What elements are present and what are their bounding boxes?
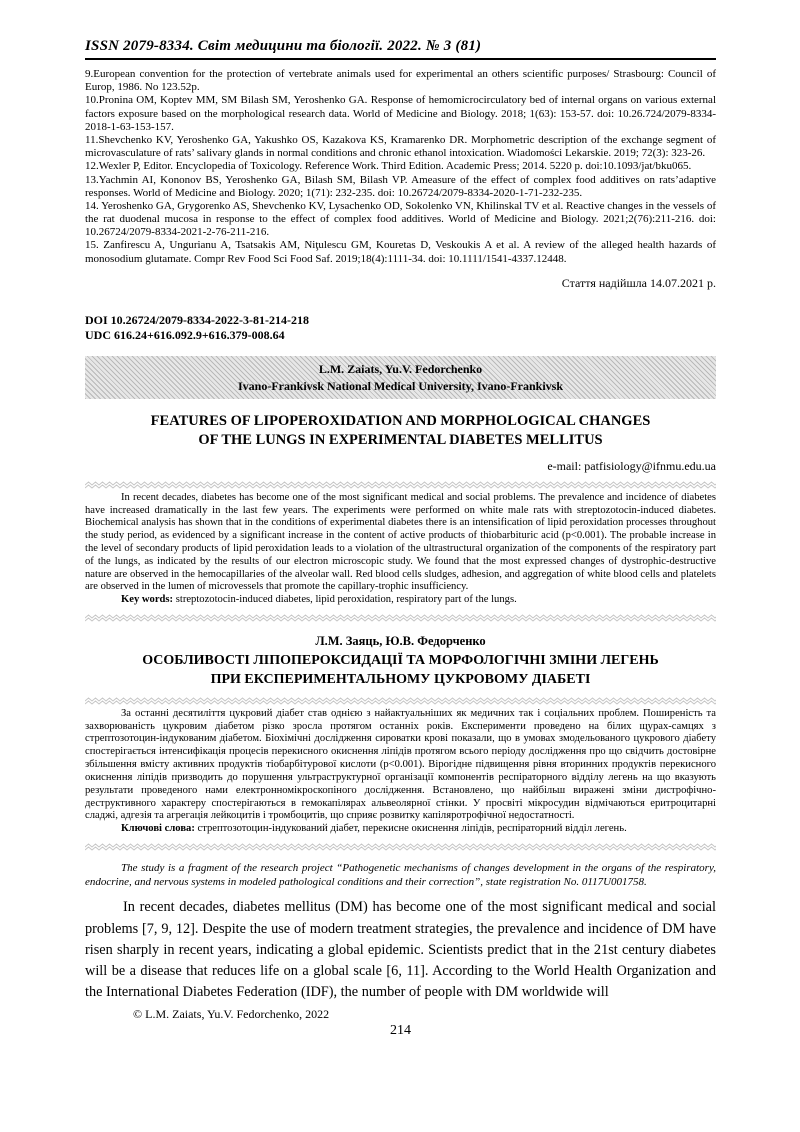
article-title-uk [85, 652, 716, 690]
zigzag-divider-graphic [85, 481, 716, 489]
contact-email: e-mail: patfisiology@ifnmu.edu.ua [547, 458, 716, 473]
authors-en: L.M. Zaiats, Yu.V. Fedorchenko [318, 362, 483, 376]
reference-item: 13.Yachmin AI, Kononov BS, Yeroshenko GA, Bilash SM, Bilash VP. Ameasure of the effect of complex food additives on rats’adaptive responses. World of Medicine and Biology. 2020; 1(71): 232-235. doi: 10.26724/2079-8334-2020-1-71-232-235. [85, 173, 716, 199]
authors-box [85, 356, 716, 399]
section-divider [85, 697, 716, 705]
content-column [85, 0, 716, 1039]
reference-item: 9.European convention for the protection of vertebrate animals used for experimental an others scientific purposes/ Strasbourg: Council of Europ, 1986. No 123.52p. [85, 68, 716, 94]
zigzag-divider-graphic [85, 697, 716, 705]
section-divider [85, 843, 716, 851]
article-title-en [85, 412, 716, 451]
abstract-uk-text: За останні десятиліття цукровий діабет став однією з найактуальніших як медичних так і соціальних проблем. Поширеність та захворюваність цукровим діабетом різко зросла протягом останніх років. Експерименти проведено на білих щурах-самцях з стрептозотоцин-індукованим діабетом. Біохімічні дослідження сироватки крові показали, що в умовах змодельованого цукрового діабету спостерігається інтенсифікація процесів перекисного окиснення ліпідів протягом всього періоду дослідження про що свідчить достовірне збільшення вмісту активних продуктів тіобарбітурової кислоти (р<0.001). Вірогідне підвищення рівня вторинних продуктів перекисного окиснення ліпідів призводить до порушення ультраструктурної організації компонентів респіраторного відділу легень на що вказують результати проведеного нами електронномікроскопіного дослідження. Встановлено, що найбільш виражені зміни дистрофічно-деструктивного характеру спостерігаються в гемокапілярах альвеолярної стінки. У просвіті мікросудин відмічаються еритроцитарні сладжі, адгезія та агрегація лейкоцитів і тромбоцитів, що сприяє розвитку капіляротрофічної недостатності. [85, 707, 716, 822]
research-note [85, 862, 716, 890]
body-paragraph: In recent decades, diabetes mellitus (DM) has become one of the most significant medical and social problems [7, 9, 12]. Despite the use of modern treatment strategies, the prevalence and incidence of DM have risen sharply in recent years, indicating a global epidemic. Scientists predict that in the 21st century diabetes will be a disease that reduces life on a global scale [6, 11]. According to the World Health Organization and the International Diabetes Federation (IDF), the number of people with DM worldwide will [85, 899, 716, 1001]
keywords-en-label: Key words: [121, 594, 174, 606]
keywords-uk-text: стрептозотоцин-індукований діабет, перекисне окиснення ліпідів, респіраторний відділ легень. [197, 823, 627, 835]
journal-header: ISSN 2079-8334. Світ медицини та біології. 2022. № 3 (81) [85, 38, 716, 60]
abstract-en-text: In recent decades, diabetes has become one of the most significant medical and social problems. The prevalence and incidence of diabetes have increased dramatically in the last few years. The experiments were performed on white male rats with streptozotocin-induced diabetes. Biochemical analysis has shown that in the conditions of experimental diabetes there is an intensification of lipid peroxidation processes throughout the study period, as evidenced by a significant increase in the content of active products of thiobarbituric acid (p<0.001). The probable increase in the level of secondary products of lipid peroxidation leads to a violation of the ultrastructural organization of the components of the respiratory part of the lungs, as indicated by the results of our electron microscopic study. We found that the most expressed changes of dystrophic-destructive nature are observed in the hemocapillaries of the alveolar wall. Red blood cells sludges, adhesion, and aggregation of white blood cells and platelets are observed in the lumen of microvessels that promote the capillary-trophic insufficiency. [85, 491, 716, 593]
authors-uk: Л.М. Заяць, Ю.В. Федорченко [315, 634, 486, 649]
article-title-uk-line1: ОСОБЛИВОСТІ ЛІПОПЕРОКСИДАЦІЇ ТА МОРФОЛОГІЧНІ ЗМІНИ ЛЕГЕНЬ [142, 653, 659, 669]
article-title-en-line1: FEATURES OF LIPOPEROXIDATION AND MORPHOLOGICAL CHANGES [150, 412, 651, 429]
references-list [85, 68, 716, 266]
section-divider [85, 481, 716, 489]
keywords-uk-label: Ключові слова: [121, 823, 195, 835]
zigzag-divider-graphic [85, 843, 716, 851]
abstract-en [85, 492, 716, 607]
doi-line: DOI 10.26724/2079-8334-2022-3-81-214-218 [85, 312, 309, 327]
zigzag-divider-graphic [85, 614, 716, 622]
section-divider [85, 614, 716, 622]
reference-item: 14. Yeroshenko GA, Grygorenko AS, Shevchenko KV, Lysachenko OD, Sokolenko VN, Khilinskal TV et al. Reactive changes in the vessels of the rat duodenal mucosa in response to the effect of complex food additives. World of Medicine and Biology. 2021;2(76):211-216. doi: 10.26724/2079-8334-2021-2-76-211-216. [85, 199, 716, 239]
research-note-text: The study is a fragment of the research project “Pathogenetic mechanisms of changes development in the organs of the respiratory, endocrine, and nervous systems in modeled pathological conditions and their correction”, state registration No. 0117U001758. [85, 861, 716, 888]
reference-item: 11.Shevchenko KV, Yeroshenko GA, Yakushko OS, Kazakova KS, Kramarenko DR. Morphometric description of the exchange segment of microvasculature of rats’ salivary glands in normal conditions and chronic ethanol intoxication. Wiadomości Lekarskie. 2019; 72(3): 323-26. [85, 133, 716, 160]
page-number: 214 [390, 1023, 411, 1039]
article-meta [85, 313, 716, 344]
received-date: Стаття надійшла 14.07.2021 р. [561, 275, 716, 290]
article-title-en-line2: OF THE LUNGS IN EXPERIMENTAL DIABETES MELLITUS [198, 432, 603, 449]
abstract-uk-keywords-line [85, 823, 716, 836]
copyright-line: © L.M. Zaiats, Yu.V. Fedorchenko, 2022 [133, 1007, 330, 1022]
reference-item: 15. Zanfirescu A, Ungurianu A, Tsatsakis AM, Niţulescu GM, Kouretas D, Veskoukis A et al. A review of the alleged health hazards of monosodium glutamate. Compr Rev Food Sci Food Saf. 2019;18(4):1111-34. doi: 10.1111/1541-4337.12448. [85, 239, 716, 265]
reference-item: 10.Pronina OM, Koptev MM, SM Bilash SM, Yeroshenko GA. Response of hemomicrocirculatory bed of internal organs on various external factors exposure based on the morphological research data. World of Medicine and Biology. 2018; 1(63): 153-57. doi: 10.26.724/2079-8334-2018-1-63-153-157. [85, 94, 716, 133]
udc-line: UDC 616.24+616.092.9+616.379-008.64 [85, 328, 285, 343]
abstract-uk [85, 708, 716, 836]
article-title-uk-line2: ПРИ ЕКСПЕРИМЕНТАЛЬНОМУ ЦУКРОВОМУ ДІАБЕТІ [210, 671, 591, 687]
affiliation-en: Ivano-Frankivsk National Medical University, Ivano-Frankivsk [237, 378, 564, 393]
article-body [85, 897, 716, 1003]
abstract-en-keywords-line [85, 594, 716, 607]
reference-item: 12.Wexler P, Editor. Encyclopedia of Toxicology. Reference Work. Third Edition. Academic Press; 2014. 5220 p. doi:10.1093/jat/bku065. [85, 160, 692, 173]
keywords-en-text: streptozotocin-induced diabetes, lipid peroxidation, respiratory part of the lungs. [175, 594, 517, 606]
